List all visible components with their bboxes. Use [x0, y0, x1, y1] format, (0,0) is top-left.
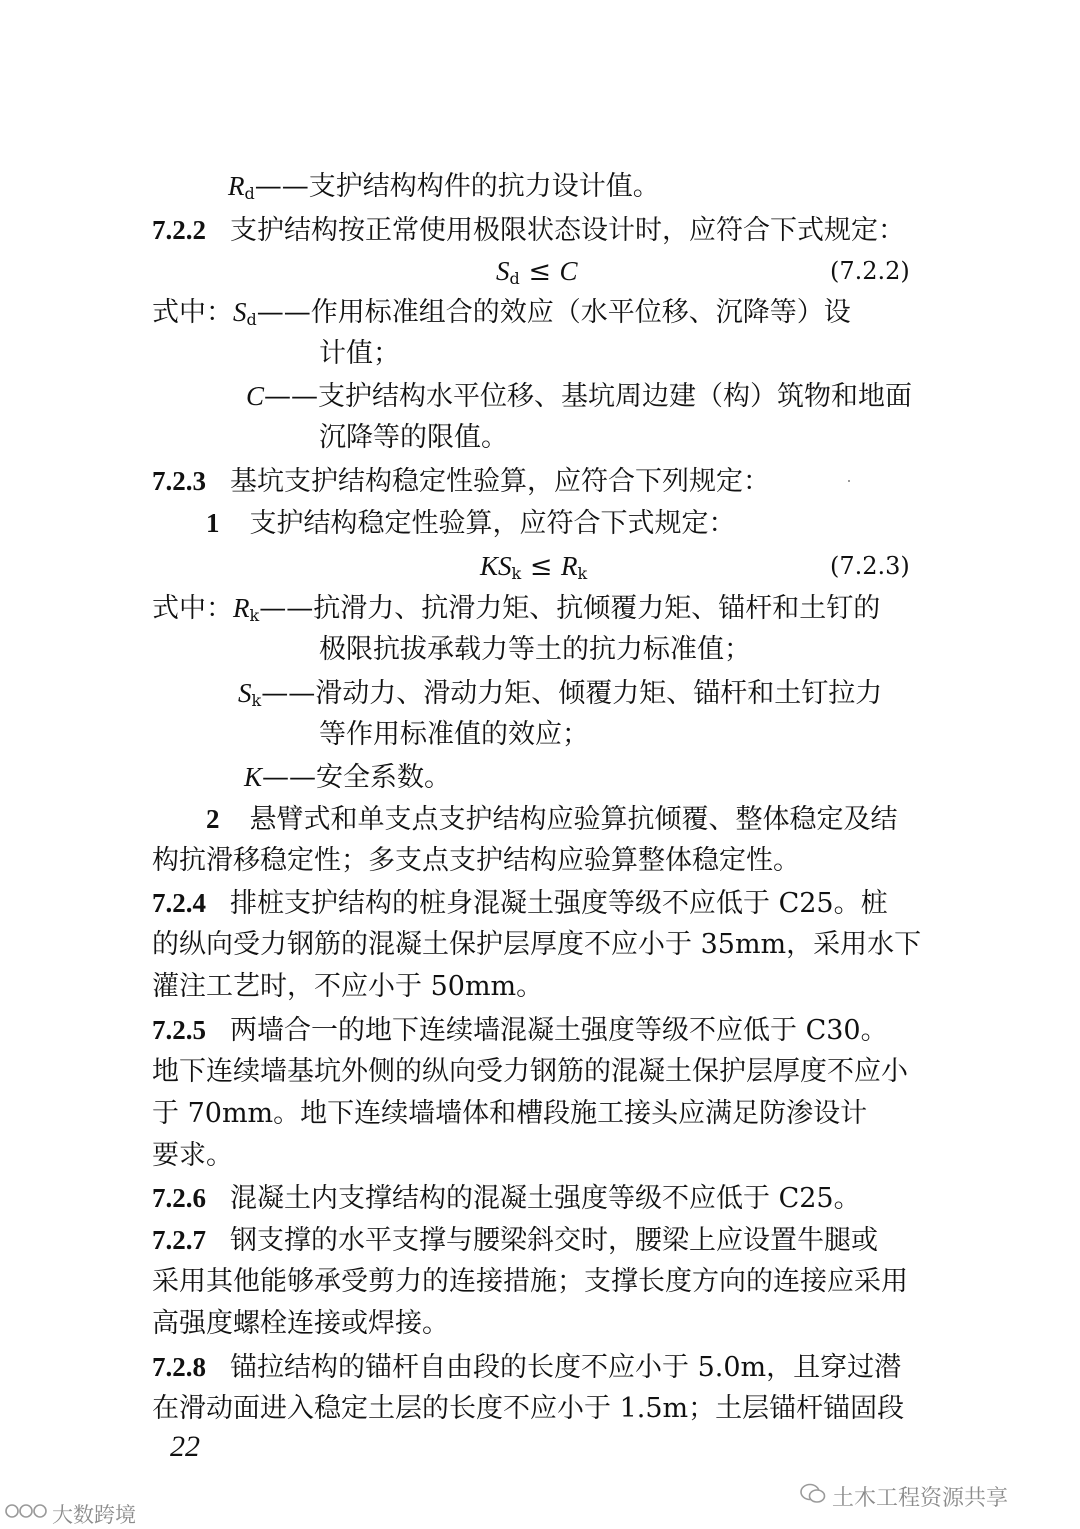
- clause-7-2-4-cont: 灌注工艺时，不应小于 50mm。: [152, 971, 544, 1002]
- subscript: k: [251, 691, 262, 710]
- clause-text: 混凝土内支撑结构的混凝土强度等级不应低于 C25。: [230, 1183, 861, 1214]
- item-1: [206, 503, 736, 544]
- eq-operator: ≤: [521, 551, 562, 582]
- clause-text: 钢支撑的水平支撑与腰梁斜交时，腰梁上应设置牛腿或: [230, 1225, 878, 1256]
- eq-symbol: R: [561, 551, 578, 581]
- definition-text: ——支护结构构件的抗力设计值。: [254, 171, 660, 202]
- equation-number: (7.2.2): [830, 257, 910, 285]
- clause-text: 锚拉结构的锚杆自由段的长度不应小于 5.0m，且穿过潜: [230, 1352, 902, 1383]
- clause-number: 7.2.7: [152, 1225, 206, 1255]
- where-label: 式中：: [152, 297, 233, 328]
- def-sk-cont: 等作用标准值的效应；: [319, 719, 589, 750]
- scan-speck: [848, 480, 850, 482]
- item-number: 2: [206, 804, 220, 834]
- clause-7-2-7: [152, 1220, 878, 1261]
- item-2: [206, 799, 898, 840]
- clause-7-2-4-cont: 的纵向受力钢筋的混凝土保护层厚度不应小于 35mm，采用水下: [152, 929, 922, 960]
- watermark-text-left: 大数跨境: [52, 1503, 136, 1527]
- item-number: 1: [206, 508, 220, 538]
- def-rk: [152, 588, 880, 636]
- symbol: K: [244, 762, 263, 792]
- item-text: 悬臂式和单支点支护结构应验算抗倾覆、整体稳定及结: [249, 804, 898, 835]
- page-number: 22: [170, 1430, 200, 1463]
- clause-7-2-2: [152, 210, 905, 251]
- watermark-text-right: 土木工程资源共享: [832, 1486, 1009, 1511]
- clause-7-2-5-cont: 要求。: [152, 1140, 233, 1171]
- clause-7-2-6: [152, 1178, 861, 1219]
- where-label: 式中：: [152, 593, 233, 624]
- def-rd: [228, 166, 660, 214]
- clause-7-2-8: [152, 1347, 901, 1388]
- def-k: [244, 757, 451, 798]
- clause-number: 7.2.4: [152, 888, 206, 918]
- definition-text: ——支护结构水平位移、基坑周边建（构）筑物和地面: [264, 381, 913, 412]
- eq-subscript: k: [577, 564, 588, 583]
- eq-subscript: k: [511, 564, 522, 583]
- clause-text: 排桩支护结构的桩身混凝土强度等级不应低于 C25。桩: [230, 888, 888, 919]
- def-sd: [152, 292, 851, 340]
- clause-number: 7.2.5: [152, 1015, 206, 1045]
- eq-symbol: S: [496, 256, 510, 286]
- clause-number: 7.2.8: [152, 1352, 206, 1382]
- clause-7-2-5: [152, 1010, 888, 1051]
- symbol: S: [233, 297, 247, 327]
- eq-symbol: KS: [480, 551, 512, 581]
- item-text: 支护结构稳定性验算，应符合下式规定：: [249, 508, 736, 539]
- subscript: d: [244, 184, 255, 203]
- equation-7-2-3: [480, 546, 587, 594]
- item-2-cont: 构抗滑移稳定性；多支点支护结构应验算整体稳定性。: [152, 845, 800, 876]
- definition-text: ——抗滑力、抗滑力矩、抗倾覆力矩、锚杆和土钉的: [259, 593, 881, 624]
- wechat-icon: [800, 1483, 826, 1511]
- definition-text: ——滑动力、滑动力矩、倾覆力矩、锚杆和土钉拉力: [261, 678, 883, 709]
- eq-symbol: C: [559, 256, 578, 286]
- eq-operator: ≤: [519, 256, 560, 287]
- clause-text: 支护结构按正常使用极限状态设计时，应符合下式规定：: [230, 215, 905, 246]
- clause-7-2-5-cont: 地下连续墙基坑外侧的纵向受力钢筋的混凝土保护层厚度不应小: [152, 1056, 908, 1087]
- clause-7-2-5-cont: 于 70mm。地下连续墙墙体和槽段施工接头应满足防渗设计: [152, 1098, 868, 1129]
- brand-logo-icon: [4, 1500, 50, 1528]
- equation-number: (7.2.3): [830, 552, 910, 580]
- clause-number: 7.2.6: [152, 1183, 206, 1213]
- clause-number: 7.2.2: [152, 215, 206, 245]
- clause-text: 基坑支护结构稳定性验算，应符合下列规定：: [230, 466, 770, 497]
- symbol: R: [228, 171, 245, 201]
- def-sk: [238, 673, 882, 721]
- clause-7-2-7-cont: 高强度螺栓连接或焊接。: [152, 1308, 449, 1339]
- def-rk-cont: 极限抗拔承载力等土的抗力标准值；: [319, 634, 751, 665]
- definition-text: ——作用标准组合的效应（水平位移、沉降等）设: [256, 297, 851, 328]
- symbol: S: [238, 678, 252, 708]
- definition-text: ——安全系数。: [262, 762, 452, 793]
- subscript: d: [246, 310, 257, 329]
- clause-number: 7.2.3: [152, 466, 206, 496]
- eq-subscript: d: [509, 269, 520, 288]
- clause-7-2-8-cont: 在滑动面进入稳定土层的长度不应小于 1.5m；土层锚杆锚固段: [152, 1393, 905, 1424]
- clause-text: 两墙合一的地下连续墙混凝土强度等级不应低于 C30。: [230, 1015, 888, 1046]
- def-sd-cont: 计值；: [319, 338, 400, 369]
- symbol: R: [233, 593, 250, 623]
- clause-7-2-3: [152, 461, 770, 502]
- clause-7-2-7-cont: 采用其他能够承受剪力的连接措施；支撑长度方向的连接应采用: [152, 1266, 908, 1297]
- subscript: k: [249, 606, 260, 625]
- clause-7-2-4: [152, 883, 888, 924]
- def-c: [246, 376, 912, 417]
- symbol: C: [246, 381, 265, 411]
- def-c-cont: 沉降等的限值。: [319, 422, 508, 453]
